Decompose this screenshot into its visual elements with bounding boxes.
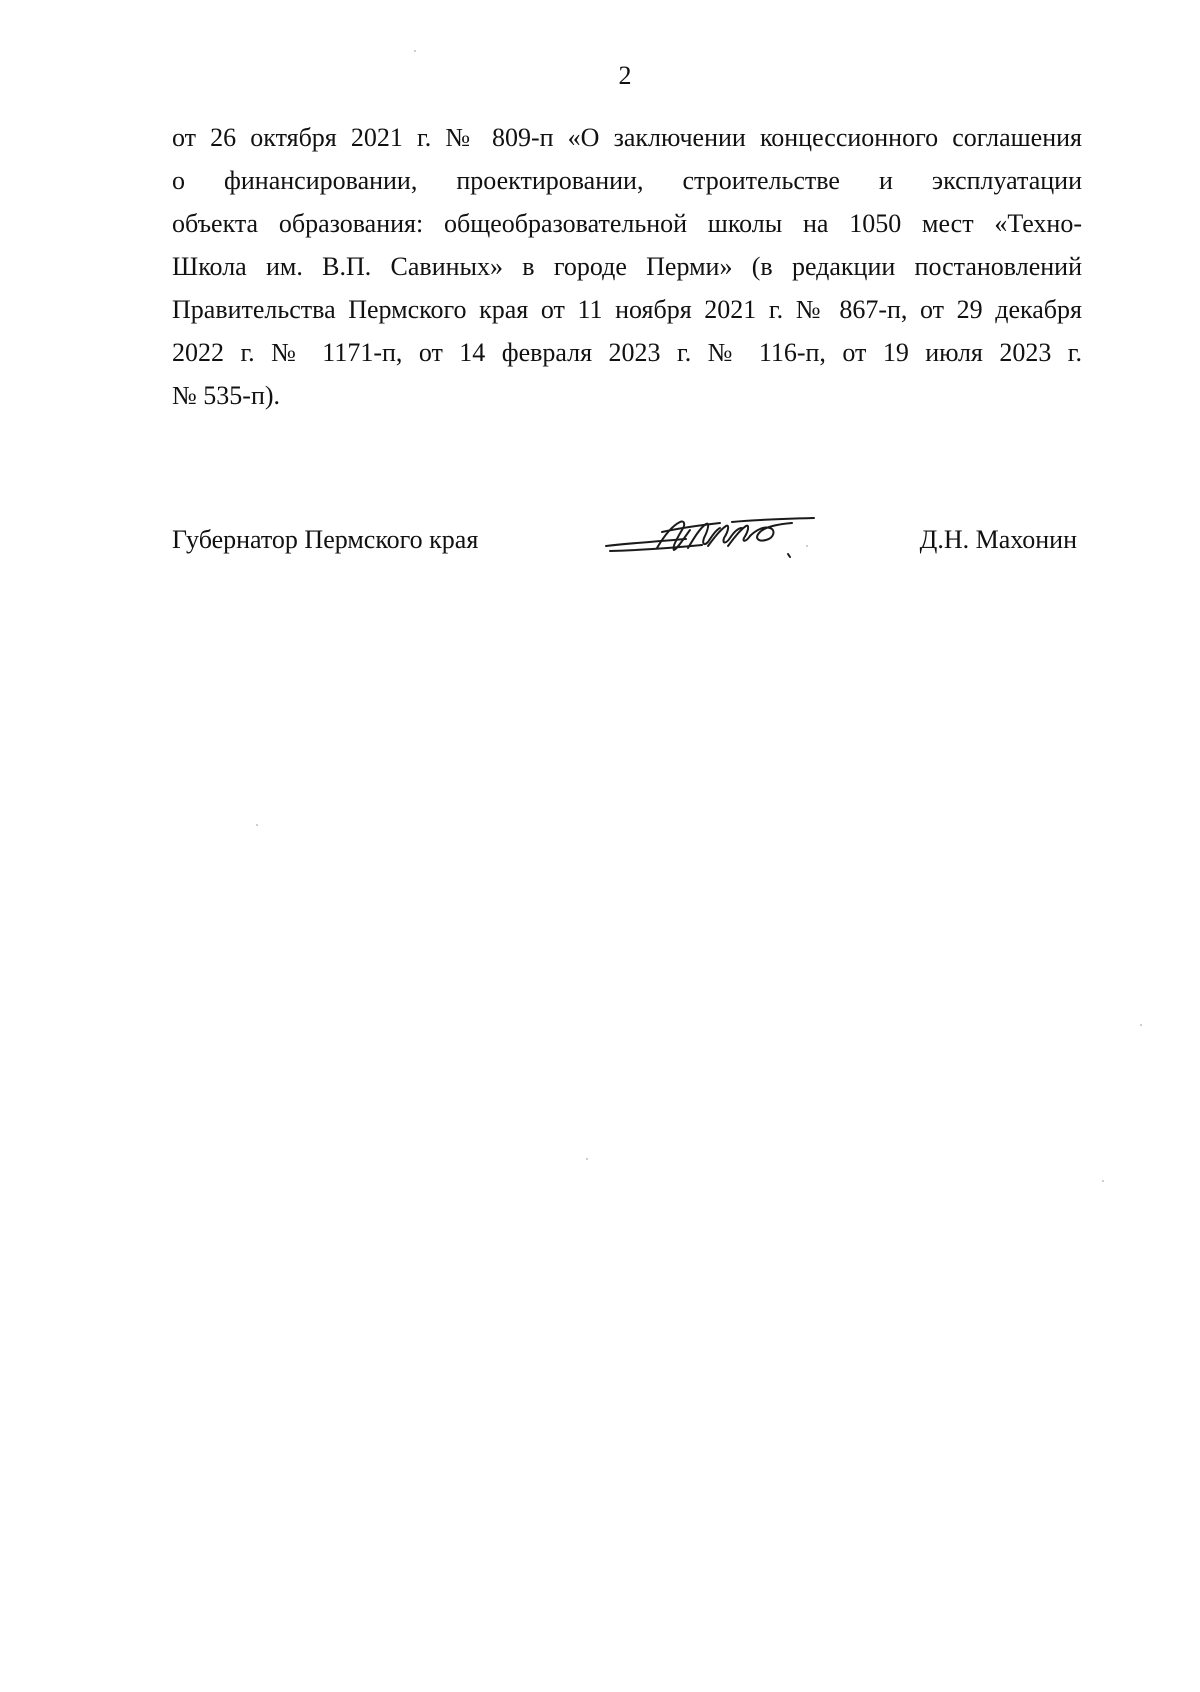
body-line-2: о финансировании, проектировании, строительстве и эксплуатации: [172, 166, 1082, 195]
body-paragraph: [172, 116, 1082, 417]
body-line-6: 2022 г. № 1171-п, от 14 февраля 2023 г. № 116-п, от 19 июля 2023 г.: [172, 338, 1082, 367]
body-line-1: от 26 октября 2021 г. № 809-п «О заключении концессионного соглашения: [172, 123, 1082, 152]
scan-speck: [414, 50, 416, 52]
body-line-7: № 535-п).: [172, 381, 281, 410]
signatory-position: Губернатор Пермского края: [172, 525, 479, 554]
body-line-5: Правительства Пермского края от 11 ноября 2021 г. № 867-п, от 29 декабря: [172, 295, 1082, 324]
body-line-4: Школа им. В.П. Савиных» в городе Перми» (в редакции постановлений: [172, 252, 1082, 281]
page-number: 2: [618, 61, 632, 90]
scan-speck: [806, 545, 808, 547]
scan-speck: [256, 824, 258, 826]
scan-speck: [1102, 1180, 1104, 1182]
handwritten-signature: [602, 508, 817, 566]
signature-block: [172, 512, 1077, 572]
body-line-3: объекта образования: общеобразовательной школы на 1050 мест «Техно-: [172, 209, 1082, 238]
scan-speck: [586, 1158, 588, 1160]
scan-speck: [1140, 1024, 1142, 1026]
signatory-name: Д.Н. Махонин: [919, 525, 1077, 554]
